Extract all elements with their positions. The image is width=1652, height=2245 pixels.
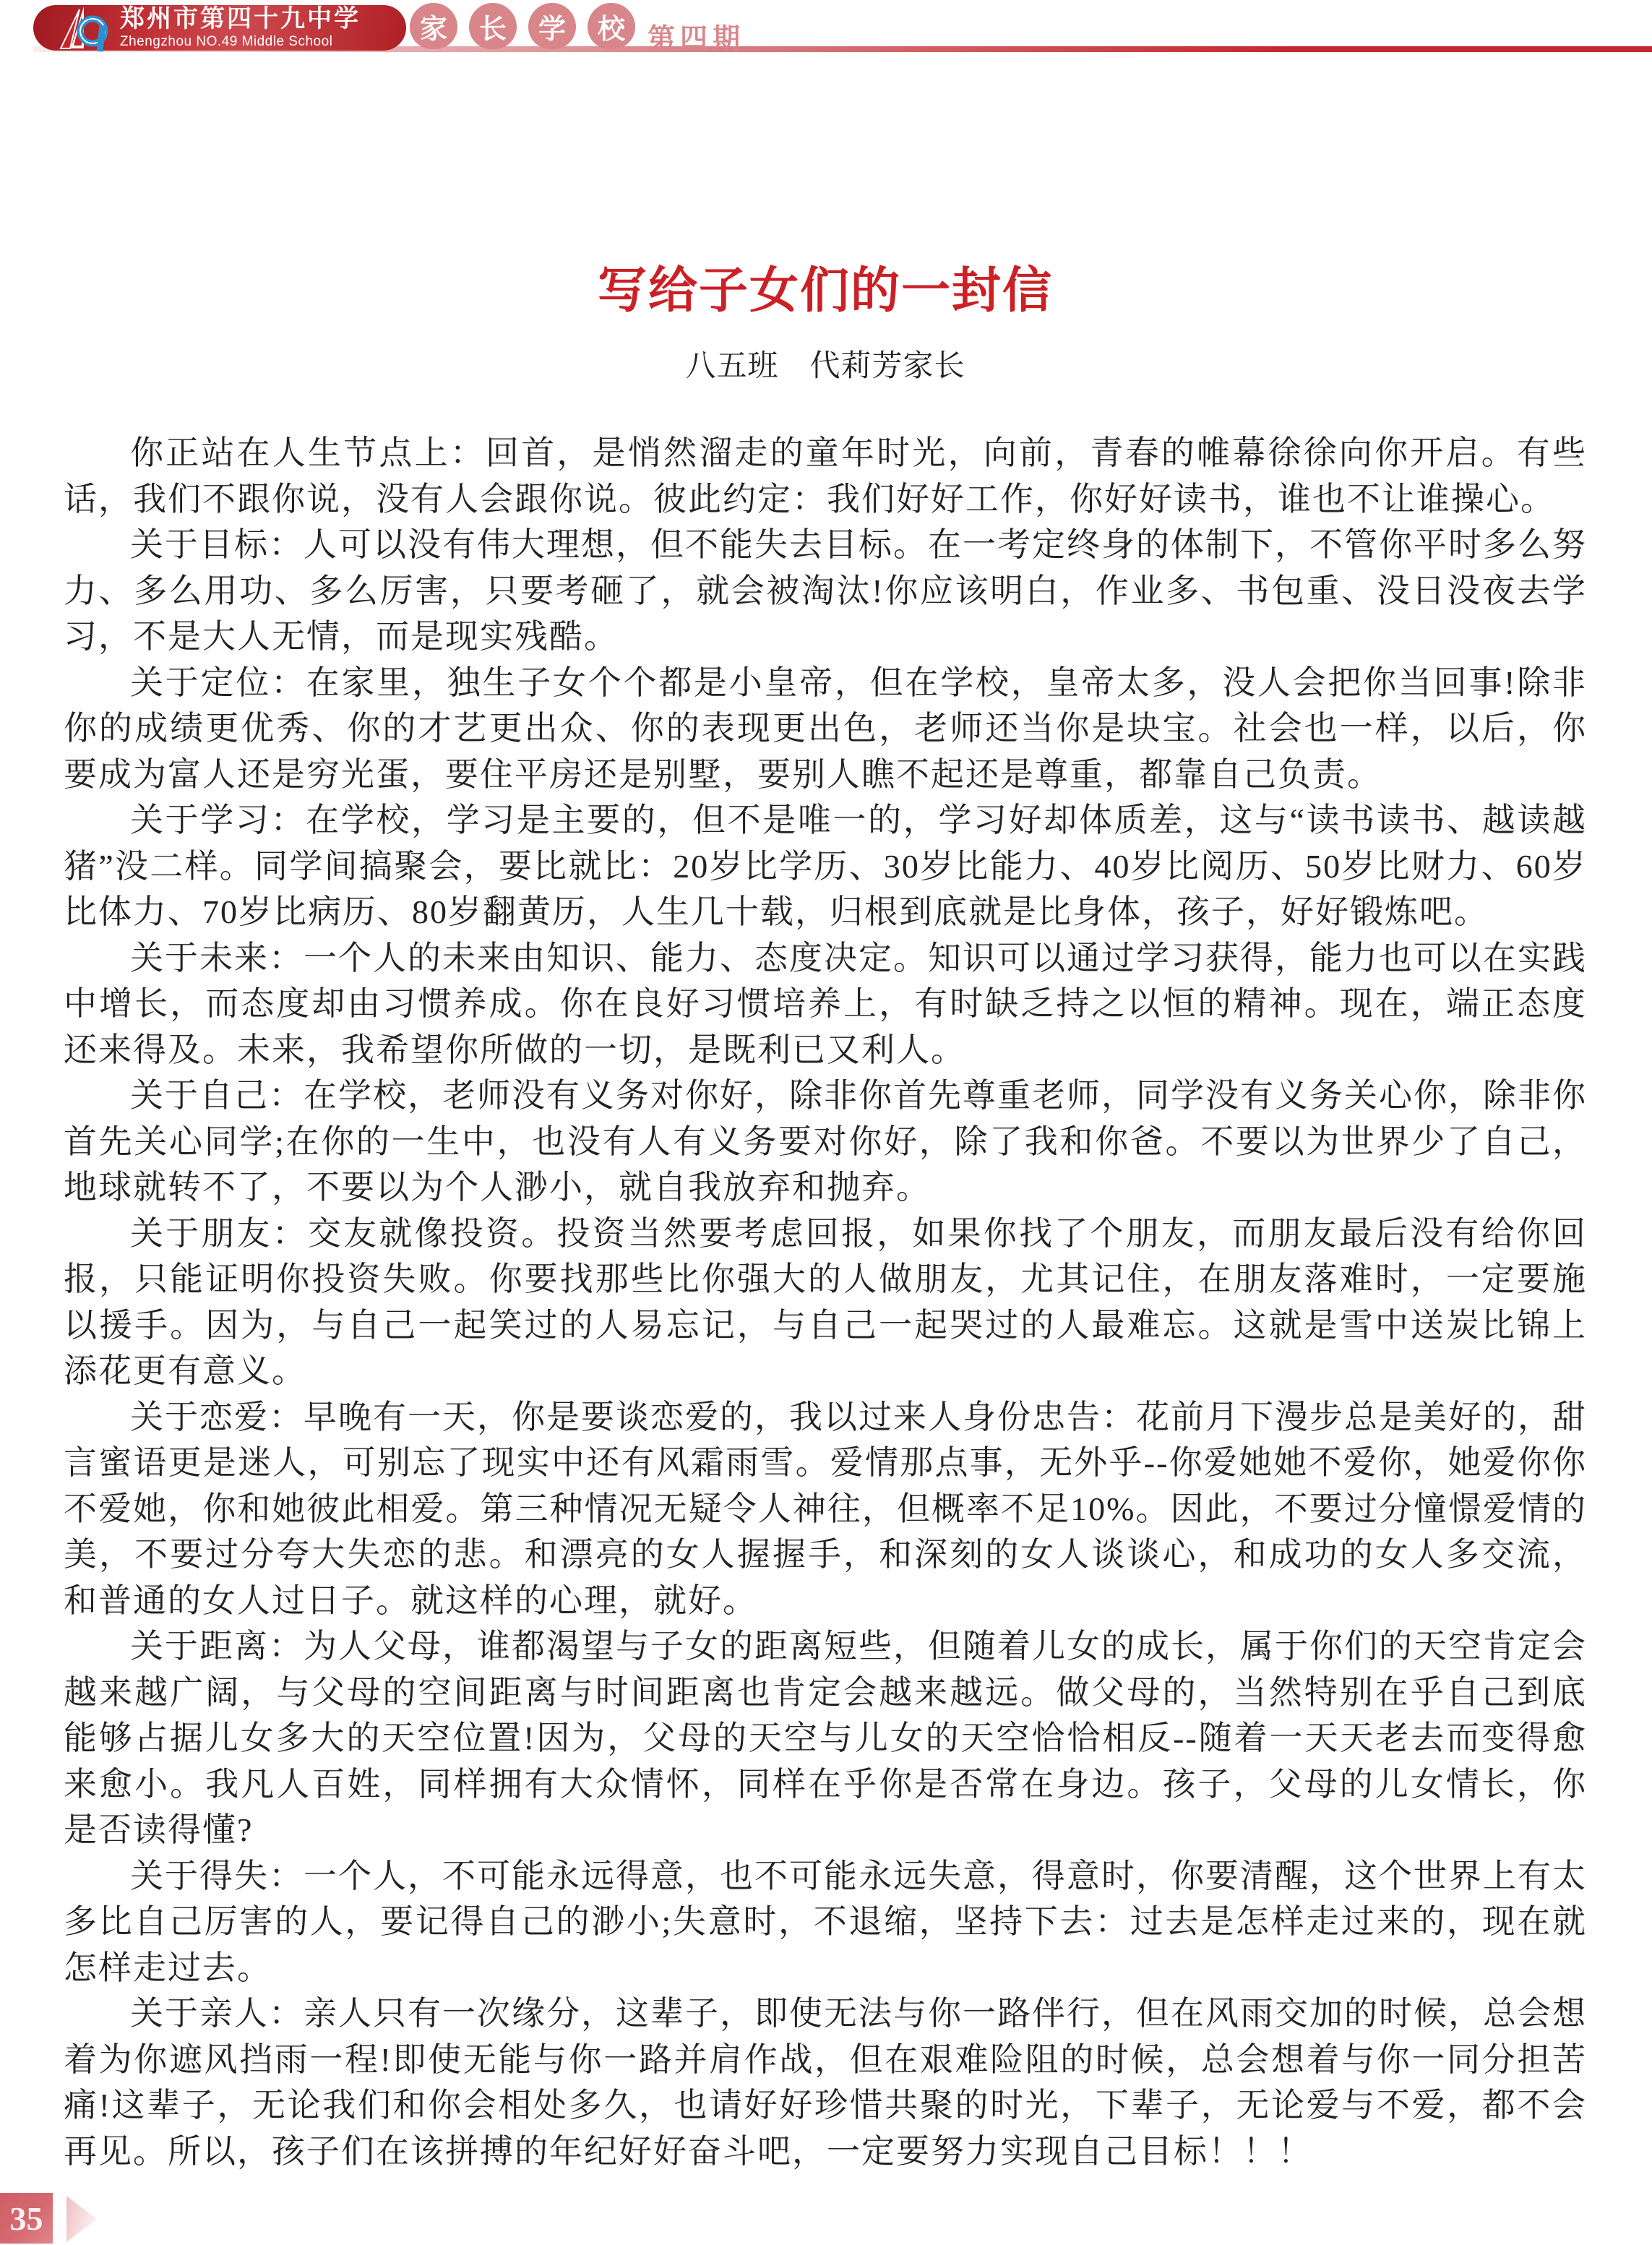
article-paragraph: 关于学习：在学校，学习是主要的，但不是唯一的，学习好却体质差，这与“读书读书、越读越猪”没二样。同学间搞聚会，要比就比：20岁比学历、30岁比能力、40岁比阅历、50岁比财力、60岁比体力、70岁比病历、80岁翻黄历，人生几十载，归根到底就是比身体，孩子，好好锻炼吧。 — [64, 802, 1587, 930]
page-number-arrow-icon — [66, 2196, 97, 2242]
school-banner — [33, 5, 406, 51]
article-body — [64, 430, 1587, 2174]
article-paragraph: 关于朋友：交友就像投资。投资当然要考虑回报，如果你找了个朋友，而朋友最后没有给你回报，只能证明你投资失败。你要找那些比你强大的人做朋友，尤其记住，在朋友落难时，一定要施以援手。因为，与自己一起笑过的人易忘记，与自己一起哭过的人最难忘。这就是雪中送炭比锦上添花更有意义。 — [64, 1214, 1587, 1389]
article-paragraph: 你正站在人生节点上：回首，是悄然溜走的童年时光，向前，青春的帷幕徐徐向你开启。有些话，我们不跟你说，没有人会跟你说。彼此约定：我们好好工作，你好好读书，谁也不让谁操心。 — [64, 434, 1587, 518]
article-paragraph: 关于得失：一个人，不可能永远得意，也不可能永远失意，得意时，你要清醒，这个世界上有太多比自己厉害的人，要记得自己的渺小;失意时，不退缩，坚持下去：过去是怎样走过来的，现在就怎样走过去。 — [64, 1857, 1587, 1986]
badge-xue: 学 — [528, 3, 576, 49]
page-number-badge: 35 — [0, 2193, 53, 2244]
badge-jia: 家 — [410, 3, 457, 49]
page-header — [0, 0, 1652, 58]
article-paragraph: 关于恋爱：早晚有一天，你是要谈恋爱的，我以过来人身份忠告：花前月下漫步总是美好的，甜言蜜语更是迷人，可别忘了现实中还有风霜雨雪。爱情那点事，无外乎--你爱她她不爱你，她爱你你不爱她，你和她彼此相爱。第三种情况无疑令人神往，但概率不足10%。因此，不要过分憧憬爱情的美，不要过分夸大失恋的悲。和漂亮的女人握握手，和深刻的女人谈谈心，和成功的女人多交流，和普通的女人过日子。就这样的心理，就好。 — [64, 1398, 1587, 1619]
article-paragraph: 关于未来：一个人的未来由知识、能力、态度决定。知识可以通过学习获得，能力也可以在实践中增长，而态度却由习惯养成。你在良好习惯培养上，有时缺乏持之以恒的精神。现在，端正态度还来得及。未来，我希望你所做的一切，是既利已又利人。 — [64, 939, 1587, 1068]
issue-number-label: 第四期 — [648, 24, 746, 54]
parent-school-badges — [410, 3, 647, 49]
article-title: 写给子女们的一封信 — [597, 263, 1053, 318]
badge-xiao: 校 — [588, 3, 635, 49]
article-paragraph: 关于亲人：亲人只有一次缘分，这辈子，即使无法与你一路伴行，但在风雨交加的时候，总会想着为你遮风挡雨一程!即使无能与你一路并肩作战，但在艰难险阻的时候，总会想着与你一同分担苦痛!这辈子，无论我们和你会相处多久，也请好好珍惜共聚的时光，下辈子，无论爱与不爱，都不会再见。所以，孩子们在该拼搏的年纪好好奋斗吧，一定要努力实现自己目标！！！ — [64, 1995, 1587, 2170]
badge-zhang: 长 — [469, 3, 517, 49]
article-paragraph: 关于距离：为人父母，谁都渴望与子女的距离短些，但随着儿女的成长，属于你们的天空肯定会越来越广阔，与父母的空间距离与时间距离也肯定会越来越远。做父母的，当然特别在乎自己到底能够占据儿女多大的天空位置!因为，父母的天空与儿女的天空恰恰相反--随着一天天老去而变得愈来愈小。我凡人百姓，同样拥有大众情怀，同样在乎你是否常在身边。孩子，父母的儿女情长，你是否读得懂? — [64, 1628, 1587, 1848]
article-paragraph: 关于定位：在家里，独生子女个个都是小皇帝，但在学校，皇帝太多，没人会把你当回事!除非你的成绩更优秀、你的才艺更出众、你的表现更出色，老师还当你是块宝。社会也一样，以后，你要成为富人还是穷光蛋，要住平房还是别墅，要别人瞧不起还是尊重，都靠自己负责。 — [64, 664, 1587, 793]
article-byline: 八五班 代莉芳家长 — [685, 350, 965, 383]
school-name-block — [120, 7, 361, 49]
article-paragraph: 关于自己：在学校，老师没有义务对你好，除非你首先尊重老师，同学没有义务关心你，除非你首先关心同学;在你的一生中，也没有人有义务要对你好，除了我和你爸。不要以为世界少了自己，地球就转不了，不要以为个人渺小，就自我放弃和抛弃。 — [64, 1077, 1587, 1206]
school-name-chinese: 郑州市第四十九中学 — [120, 6, 361, 33]
article-paragraph: 关于目标：人可以没有伟大理想，但不能失去目标。在一考定终身的体制下，不管你平时多么努力、多么用功、多么厉害，只要考砸了，就会被淘汰!你应该明白，作业多、书包重、没日没夜去学习，不是大人无情，而是现实残酷。 — [64, 526, 1587, 655]
school-name-english: Zhengzhou NO.49 Middle School — [120, 33, 333, 49]
article — [64, 252, 1587, 2174]
school-logo-icon — [33, 5, 119, 51]
